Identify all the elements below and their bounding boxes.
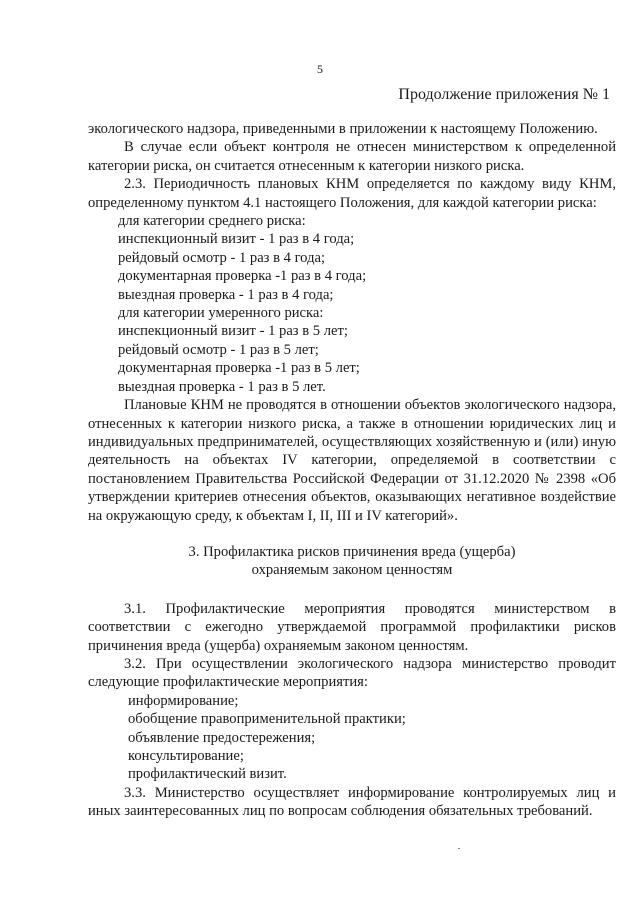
paragraph-low-risk: В случае если объект контроля не отнесен министерством к определенной категории риска, он считается отнесенным к категории низкого риска. — [88, 139, 616, 174]
paragraph-3-2: 3.2. При осуществлении экологического надзора министерство проводит следующие профилактические мероприятия: — [88, 655, 616, 691]
list-item-moderate-heading: для категории умеренного риска: — [118, 305, 324, 322]
paragraph-2-3: 2.3. Периодичность плановых КНМ определяется по каждому виду КНМ, определенному пунктом 4.1 настоящего Положения, для каждой категории риска: — [88, 176, 616, 211]
section-title-line-2: охраняемым законом ценностям — [251, 562, 453, 579]
list-item: документарная проверка -1 раз в 5 лет; — [118, 360, 360, 377]
list-item-medium-heading: для категории среднего риска: — [118, 213, 306, 230]
list-item: рейдовый осмотр - 1 раз в 4 года; — [118, 249, 326, 266]
list-item: выездная проверка - 1 раз в 4 года; — [118, 286, 334, 303]
list-item: информирование; — [128, 692, 239, 709]
paragraph-planned-knm: Плановые КНМ не проводятся в отношении объектов экологического надзора, отнесенных к категории низкого риска, а также в отношении юридических лиц и индивидуальных предпринимателей, осуществляющих хозяйственную и (или) иную деятельность на объектах IV категории, определяемой в соответствии с постановлением Правительства Российской Федерации от 31.12.2020 № 2398 «Об утверждении критериев отнесения объектов, оказывающих негативное воздействие на окружающую среду, к объектам I, II, III и IV категорий». — [88, 397, 616, 524]
list-item: обобщение правоприменительной практики; — [128, 711, 406, 728]
list-item: консультирование; — [128, 748, 244, 764]
list-item: документарная проверка -1 раз в 4 года; — [118, 268, 367, 285]
list-item: рейдовый осмотр - 1 раз в 5 лет; — [118, 341, 319, 358]
paragraph-3-1: 3.1. Профилактические мероприятия проводятся министерством в соответствии с ежегодно утверждаемой программой профилактики рисков причинения вреда (ущерба) охраняемым законом ценностям. — [88, 600, 616, 654]
section-title-line-1: 3. Профилактика рисков причинения вреда (ущерба) — [188, 543, 516, 560]
list-item: инспекционный визит - 1 раз в 5 лет; — [118, 323, 348, 340]
appendix-header: Продолжение приложения № 1 — [398, 86, 610, 103]
document-body — [88, 120, 616, 821]
list-item: выездная проверка - 1 раз в 5 лет. — [118, 378, 326, 395]
paragraph-3-3: 3.3. Министерство осуществляет информирование контролируемых лиц и иных заинтересованных лиц по вопросам соблюдения обязательных требований. — [88, 784, 616, 820]
scan-speck — [458, 848, 460, 849]
list-item: профилактический визит. — [128, 766, 287, 783]
paragraph-continuation: экологического надзора, приведенными в приложении к настоящему Положению. — [88, 121, 598, 137]
list-item: объявление предостережения; — [128, 729, 316, 746]
list-item: инспекционный визит - 1 раз в 4 года; — [118, 231, 355, 248]
page-number: 5 — [317, 62, 323, 76]
